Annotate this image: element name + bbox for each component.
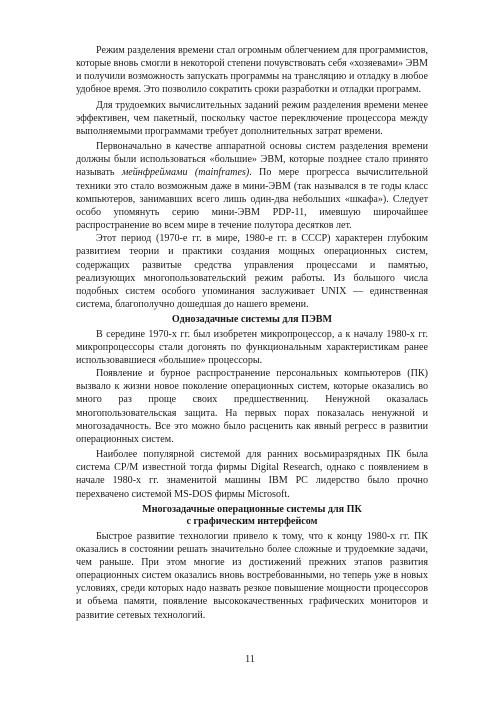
section-heading-multitask-gui xyxy=(76,504,428,529)
paragraph-time-sharing-relief: Режим разделения времени стал огромным облегчением для программистов, которые вновь смогли в некоторой степени почувствовать себя «хозяевами» ЭВМ и получили возможность запускать программы на трансляцию и отладку в любое удобное время. Это позволило сократить сроки разработки и отладки программ. xyxy=(76,45,428,96)
paragraph-mainframes-rest: . По мере прогресса вычислительной техники это стало возможным даже в мини-ЭВМ (так назывался в те годы класс компьютеров, занимавших всего лишь один-два небольших «шкафа»). Следует особо упомянуть серию мини-ЭВМ PDP-11, имевшую широчайшее распространение во всем мире в течение полутора десятков лет. xyxy=(76,167,429,232)
paragraph-unix-period: Этот период (1970-е гг. в мире, 1980-е гг. в СССР) характерен глубоким развитием теории и практики создания мощных операционных систем, содержащих развитые средства управления процессами и памятью, реализующих многопользовательский режим работы. Из большого числа подобных систем особого упоминания заслуживает UNIX — единственная система, благополучно дошедшая до нашего времени. xyxy=(76,233,428,310)
paragraph-microprocessor: В середине 1970-х гг. был изобретен микропроцессор, а к началу 1980-х гг. микропроцессоры стали догонять по функциональным характеристикам ранее использовавшиеся «большие» процессоры. xyxy=(76,328,428,366)
paragraph-mainframes-start: Первоначально в качестве аппаратной основы систем разделения времени должны были использоваться «большие» ЭВМ, которые позднее стало принято называть xyxy=(76,141,428,179)
paragraph-cpm-msdos: Наиболее популярной системой для ранних восьмиразрядных ПК была система CP/M известной тогда фирмы Digital Research, однако с появлением в начале 1980-х гг. знаменитой машины IBM PC лидерство было прочно перехвачено системой MS-DOS фирмы Microsoft. xyxy=(76,449,428,500)
paragraph-mainframes xyxy=(76,140,428,232)
section-heading-single-task: Однозадачные системы для ПЭВМ xyxy=(171,314,333,326)
section-heading-multitask-gui-line2: с графическим интерфейсом xyxy=(186,516,318,528)
page-number: 11 xyxy=(245,654,255,665)
section-heading-multitask-gui-line1: Многозадачные операционные системы для ПК xyxy=(142,503,362,515)
paragraph-personal-computers: Появление и бурное распространение персональных компьютеров (ПК) вызвало к жизни новое поколение операционных систем, которые оказались во много раз проще своих предшественниц. Ненужной оказалась многопользовательская защита. На первых порах показалась ненужной и многозадачность. Все это можно было расценить как явный регресс в развитии операционных систем. xyxy=(76,368,428,445)
term-mainframes: мейнфреймами (mainframes) xyxy=(121,167,250,179)
paragraph-time-sharing-efficiency: Для трудоемких вычислительных заданий режим разделения времени менее эффективен, чем пакетный, поскольку частое переключение процессора между выполняемыми программами требует дополнительных затрат времени. xyxy=(76,99,428,137)
paragraph-technology-development: Быстрое развитие технологии привело к тому, что к концу 1980-х гг. ПК оказались в состоянии решать значительно более сложные и трудоемкие задачи, чем раньше. При этом многие из достижений прежних этапов развития операционных систем оказались вновь востребованными, но теперь уже в новых условиях, среди которых надо назвать резкое повышение мощности процессоров и объема памяти, появление высококачественных графических мониторов и развитие сетевых технологий. xyxy=(76,530,428,621)
page-body xyxy=(76,44,428,622)
